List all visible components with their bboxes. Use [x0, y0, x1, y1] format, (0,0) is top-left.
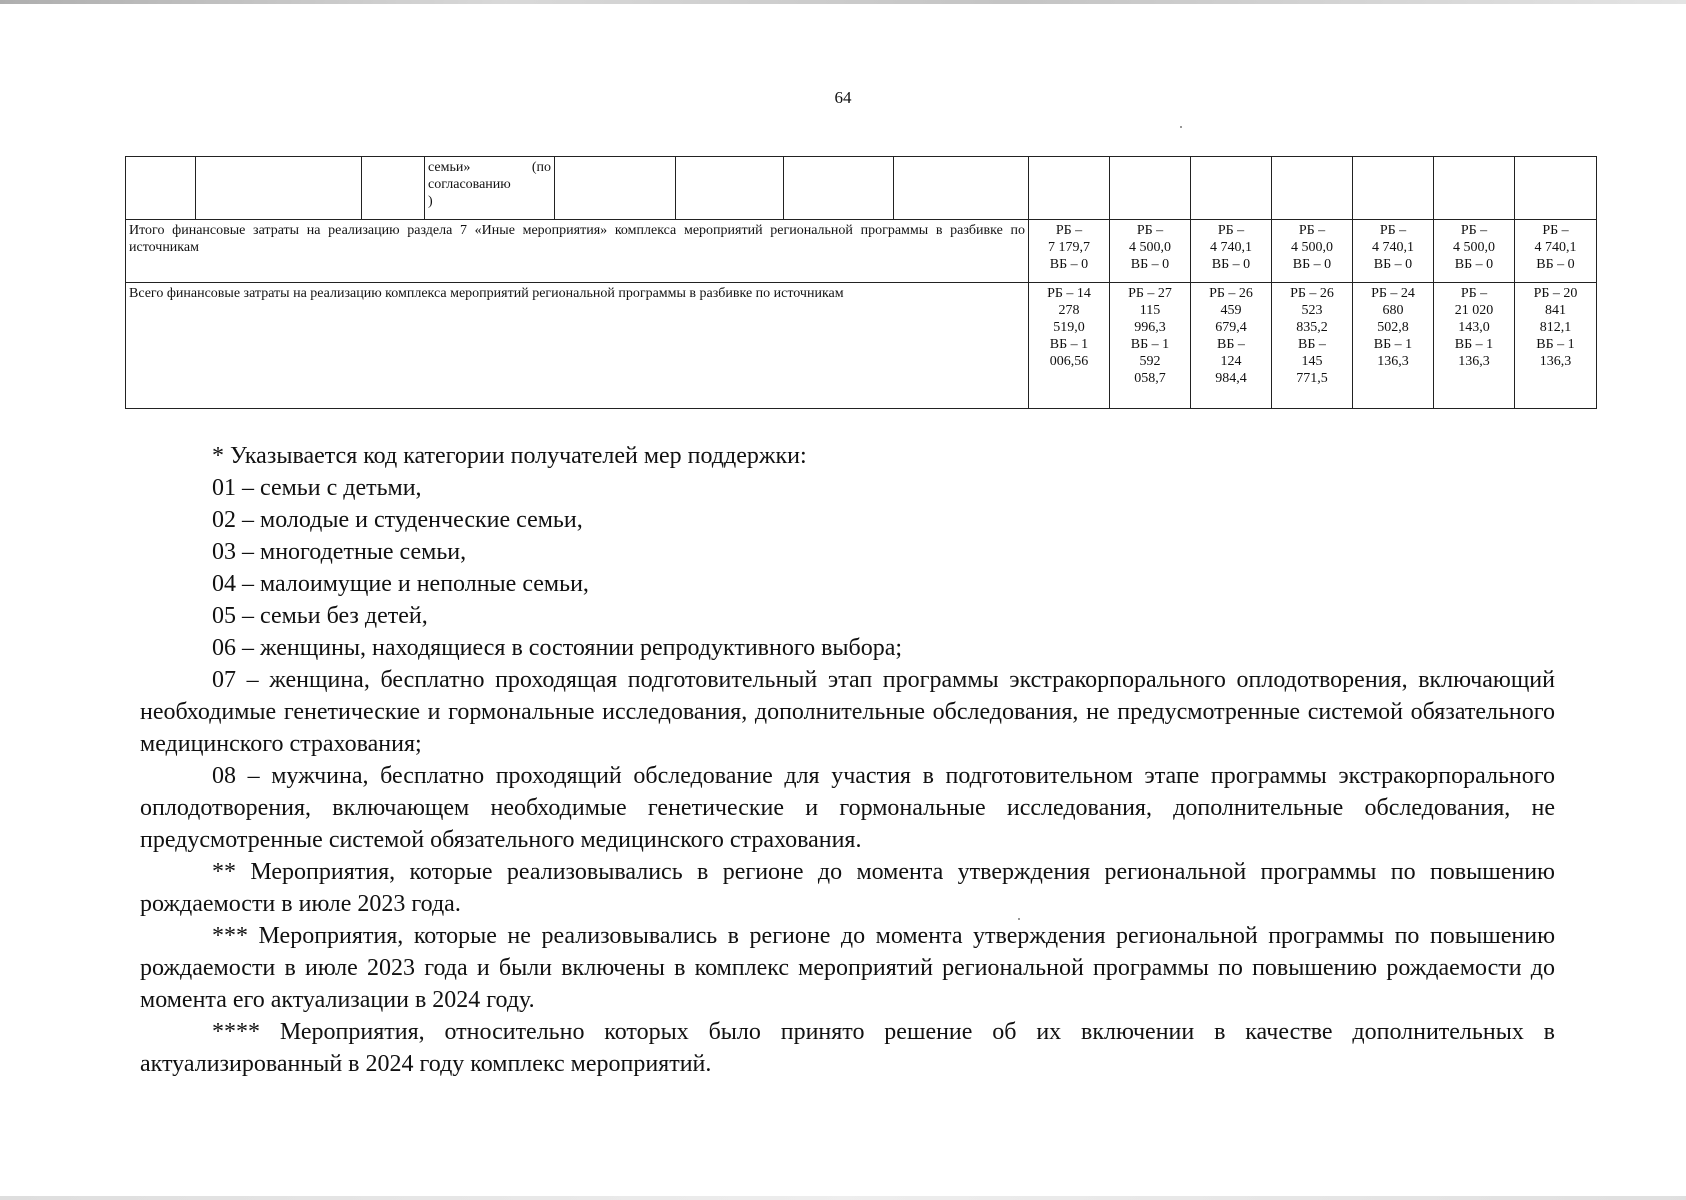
table-cell-empty [126, 157, 196, 220]
table-cell-value: РБ – 27 115 996,3 ВБ – 1 592 058,7 [1110, 283, 1191, 409]
table-cell-empty [1029, 157, 1110, 220]
category-item: 03 – многодетные семьи, [212, 539, 467, 565]
category-item-07: 07 – женщина, бесплатно проходящая подготовительный этап программы экстракорпорального оплодотворения, включающий необходимые генетические и гормональные исследования, дополнительные обследования, не предусмотренные системой обязательного медицинского страхования; [140, 667, 1555, 757]
table-cell-empty [894, 157, 1029, 220]
scan-edge-bottom [0, 1196, 1686, 1200]
category-item: 01 – семьи с детьми, [212, 475, 422, 501]
table-cell-value: РБ – 14 278 519,0 ВБ – 1 006,56 [1029, 283, 1110, 409]
table-cell-fragment [425, 157, 555, 220]
table-cell-value: РБ – 4 500,0 ВБ – 0 [1434, 220, 1515, 283]
table-cell-empty [1272, 157, 1353, 220]
table-cell-value: РБ – 21 020 143,0 ВБ – 1 136,3 [1434, 283, 1515, 409]
table-cell-value: РБ – 4 740,1 ВБ – 0 [1191, 220, 1272, 283]
table-cell-value: РБ – 24 680 502,8 ВБ – 1 136,3 [1353, 283, 1434, 409]
table-cell-empty [362, 157, 425, 220]
footnote-triple-star: *** Мероприятия, которые не реализовывались в регионе до момента утверждения региональной программы по повышению рождаемости в июле 2023 года и были включены в комплекс мероприятий региональной программы по повышению рождаемости до момента его актуализации в 2024 году. [140, 923, 1555, 1013]
footnote-double-star: ** Мероприятия, которые реализовывались в регионе до момента утверждения региональной программы по повышению рождаемости в июле 2023 года. [140, 859, 1555, 917]
table-cell-empty [1515, 157, 1597, 220]
table-cell-value: РБ – 4 500,0 ВБ – 0 [1272, 220, 1353, 283]
row-label-section7-total: Итого финансовые затраты на реализацию раздела 7 «Иные мероприятия» комплекса мероприятий региональной программы в разбивке по источникам [126, 220, 1029, 283]
row-label-grand-total: Всего финансовые затраты на реализацию комплекса мероприятий региональной программы в разбивке по источникам [126, 283, 1029, 409]
category-item-08: 08 – мужчина, бесплатно проходящий обследование для участия в подготовительном этапе программы экстракорпорального оплодотворения, включающем необходимые генетические и гормональные исследования, дополнительные обследования, не предусмотренные системой обязательного медицинского страхования. [140, 763, 1555, 853]
table-cell-empty [555, 157, 676, 220]
table-cell-empty [784, 157, 894, 220]
category-item: 04 – малоимущие и неполные семьи, [212, 571, 589, 597]
table-cell-empty [1110, 157, 1191, 220]
page-number: 64 [834, 88, 852, 107]
table-cell-value: РБ – 20 841 812,1 ВБ – 1 136,3 [1515, 283, 1597, 409]
table-cell-empty [676, 157, 784, 220]
table-cell-empty [1191, 157, 1272, 220]
table-cell-value: РБ – 4 740,1 ВБ – 0 [1353, 220, 1434, 283]
table-row-grand-total [126, 283, 1597, 409]
table-cell-empty [1353, 157, 1434, 220]
table-row-section7-total [126, 220, 1597, 283]
table-row-continuation [126, 157, 1597, 220]
table-cell-value: РБ – 26 459 679,4 ВБ – 124 984,4 [1191, 283, 1272, 409]
table-cell-value: РБ – 26 523 835,2 ВБ – 145 771,5 [1272, 283, 1353, 409]
table-cell-empty [196, 157, 362, 220]
scan-edge-top [0, 0, 1686, 4]
scan-speck [1180, 126, 1182, 128]
fragment-word: (по [531, 160, 551, 175]
financing-table [125, 156, 1597, 409]
fragment-word: согласованию [428, 177, 511, 192]
fragment-word: ) [428, 194, 433, 209]
footnote-quad-star: **** Мероприятия, относительно которых было принято решение об их включении в качестве дополнительных в актуализированный в 2024 году комплекс мероприятий. [140, 1019, 1555, 1077]
footnote-intro: * Указывается код категории получателей мер поддержки: [212, 443, 807, 469]
table-cell-empty [1434, 157, 1515, 220]
category-item: 02 – молодые и студенческие семьи, [212, 507, 583, 533]
table-cell-value: РБ – 7 179,7 ВБ – 0 [1029, 220, 1110, 283]
table-cell-value: РБ – 4 500,0 ВБ – 0 [1110, 220, 1191, 283]
table-cell-value: РБ – 4 740,1 ВБ – 0 [1515, 220, 1597, 283]
category-item: 05 – семьи без детей, [212, 603, 428, 629]
category-item: 06 – женщины, находящиеся в состоянии репродуктивного выбора; [212, 635, 903, 661]
footnotes [140, 440, 1555, 1080]
fragment-word: семьи» [428, 160, 471, 175]
